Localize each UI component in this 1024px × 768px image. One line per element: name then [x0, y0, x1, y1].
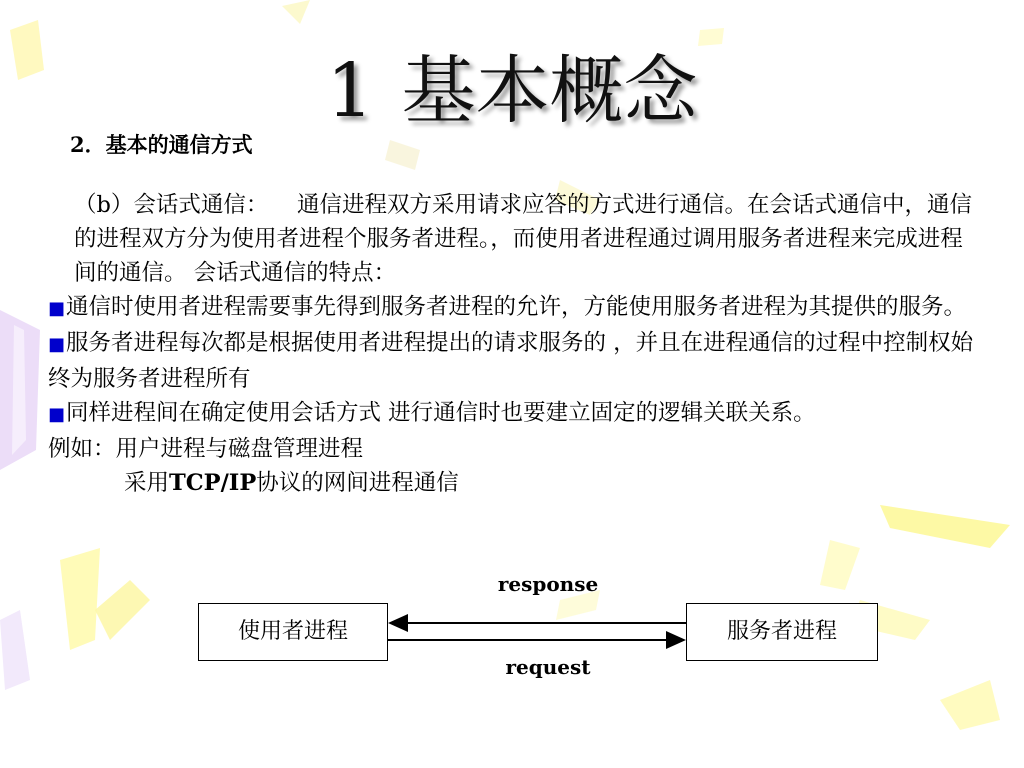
example-line: 例如：用户进程与磁盘管理进程: [48, 436, 364, 462]
request-label: request: [505, 655, 591, 679]
bullet-item: [48, 396, 980, 432]
intro-text: 通信进程双方采用请求应答的方式进行通信。在会话式通信中，通信的进程双方分为使用者进程个服务者进程。，而使用者进程通过调用服务者进程来完成进程间的通信。 会话式通信的特点：: [74, 192, 973, 286]
slide-title: [0, 48, 1024, 134]
bullet-item: [48, 290, 980, 326]
client-process-box: 使用者进程: [198, 603, 388, 661]
bullet-square-icon: ■: [48, 334, 66, 355]
example-suffix: 协议的网间进程通信: [256, 470, 459, 496]
protocol-name: TCP/IP: [169, 470, 257, 496]
body-text: [48, 188, 980, 500]
subtitle: 2．基本的通信方式: [70, 132, 253, 157]
bullet-square-icon: ■: [48, 298, 66, 319]
example-prefix: 采用: [124, 470, 170, 496]
intro-paragraph: [48, 188, 980, 290]
title-number: 1: [326, 48, 374, 134]
bullet-text: 同样进程间在确定使用会话方式 进行通信时也要建立固定的逻辑关联关系。: [66, 400, 816, 426]
response-arrow: [388, 614, 686, 632]
title-text: 基本概念: [401, 48, 698, 134]
bullet-text: 服务者进程每次都是根据使用者进程提出的请求服务的 ，并且在进程通信的过程中控制权始终为服务者进程所有: [48, 330, 974, 392]
response-label: response: [497, 572, 599, 596]
example-protocol-line: [48, 466, 980, 500]
bullet-item: [48, 326, 980, 396]
request-arrow: [388, 631, 686, 649]
bullet-square-icon: ■: [48, 404, 66, 425]
intro-label: （b）会话式通信：: [74, 192, 269, 218]
bullet-text: 通信时使用者进程需要事先得到服务者进程的允许，方能使用服务者进程为其提供的服务。: [66, 294, 967, 320]
communication-arrows: [388, 610, 686, 652]
server-process-box: 服务者进程: [686, 603, 878, 661]
